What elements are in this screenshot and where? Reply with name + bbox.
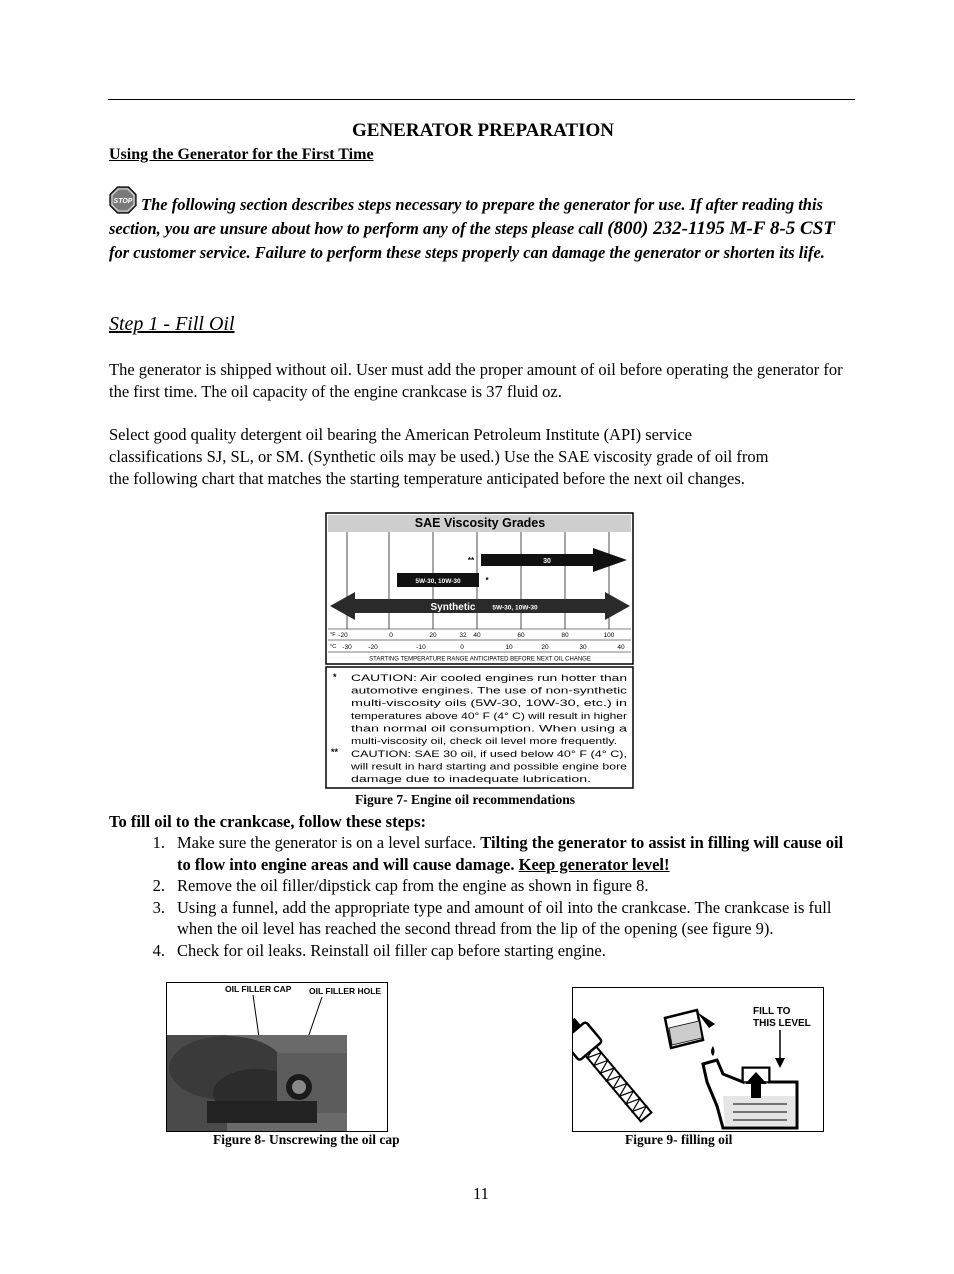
temperature-tick-label: 20	[429, 632, 437, 639]
temperature-tick-label: 0	[460, 644, 464, 651]
step-heading: Step 1 - Fill Oil	[109, 313, 235, 335]
warning-phone: (800) 232-1195 M-F 8-5 CST	[607, 218, 835, 239]
warning-text-1: The following section describes steps necessary to prepare the generator for use. If after reading this section, you are unsure about how to perform any of the steps please call	[109, 195, 823, 238]
list-item	[109, 832, 854, 875]
temperature-tick-label: 0	[389, 632, 393, 639]
caution-line: temperatures above 40° F (4° C) will result in higher	[351, 710, 628, 722]
list-text: Remove the oil filler/dipstick cap from the engine as shown in figure 8.	[177, 876, 649, 895]
caution-line: multi-viscosity oils (5W-30, 10W-30, etc.) in	[351, 698, 627, 710]
arrow-synthetic-grades: 5W-30, 10W-30	[492, 604, 538, 612]
list-item	[109, 875, 854, 897]
stop-warning	[109, 186, 844, 265]
list-number: 1.	[152, 833, 165, 852]
figure8-photo	[166, 982, 388, 1132]
page-number: 11	[473, 1184, 489, 1203]
caution-line: than normal oil consumption. When using a	[351, 723, 628, 735]
list-text-emphasis: Keep generator level!	[518, 854, 670, 874]
oil-can-icon	[665, 1010, 715, 1056]
oil-cap-photo	[167, 983, 387, 1131]
crankcase-icon	[703, 1060, 797, 1128]
fill-level-label-1: FILL TO	[753, 1006, 791, 1017]
arrow-multiviscosity-label: 5W-30, 10W-30	[415, 578, 461, 585]
figure9-caption: Figure 9- filling oil	[625, 1132, 733, 1147]
temperature-tick-label: 40	[473, 632, 481, 639]
temperature-tick-label: 60	[517, 632, 525, 639]
stop-sign-icon	[109, 186, 137, 214]
stop-sign-label: STOP	[113, 197, 133, 205]
celsius-label: °C	[330, 644, 337, 650]
dipstick-icon	[573, 1014, 658, 1127]
caution-line: CAUTION: SAE 30 oil, if used below 40° F (4° C),	[351, 749, 627, 760]
caution2-mark: **	[331, 747, 339, 757]
viscosity-chart	[325, 512, 635, 790]
temperature-tick-label: -20	[368, 644, 378, 651]
list-text-plain: Make sure the generator is on a level surface.	[177, 833, 481, 852]
page-title: GENERATOR PREPARATION	[352, 120, 614, 141]
temperature-tick-label: 20	[541, 644, 549, 651]
paragraph-oil-selection: Select good quality detergent oil bearing the American Petroleum Institute (API) service classifications SJ, SL, or SM. (Synthetic oils may be used.) Use the SAE viscosity grade of oil from the following chart that matches the starting temperature anticipated before the next oil changes.	[109, 425, 769, 488]
chart-title: SAE Viscosity Grades	[414, 516, 546, 530]
figure9-illustration	[572, 987, 824, 1132]
list-text-bold: Tilting the generator to assist in filling will cause oil to flow into engine areas and will cause damage.	[177, 833, 844, 874]
list-item	[109, 940, 854, 962]
temperature-tick-label: 80	[561, 632, 569, 639]
header-rule	[108, 99, 855, 100]
list-text	[165, 832, 854, 875]
temperature-tick-label: -30	[342, 644, 352, 651]
fill-level-label-2: THIS LEVEL	[753, 1018, 811, 1029]
arrow-multiviscosity-mark: *	[485, 576, 489, 585]
caution-line: automotive engines. The use of non-synthetic	[351, 685, 628, 697]
caution2-text	[350, 749, 627, 785]
caution-line: CAUTION: Air cooled engines run hotter than	[351, 673, 627, 684]
label-oil-filler-hole: OIL FILLER HOLE	[309, 986, 382, 996]
warning-text-2: for customer service. Failure to perform these steps properly can damage the generator or shorten its life.	[109, 243, 825, 262]
temperature-tick-label: 10	[505, 644, 513, 651]
caution-line: will result in hard starting and possible engine bore	[349, 761, 627, 773]
caution-line: multi-viscosity oil, check oil level more frequently.	[351, 736, 617, 747]
list-text: Check for oil leaks. Reinstall oil filler cap before starting engine.	[177, 940, 606, 960]
temperature-tick-label: 40	[617, 644, 625, 651]
list-number: 4.	[152, 940, 165, 960]
arrow-synthetic-label: Synthetic	[430, 602, 476, 613]
range-caption: STARTING TEMPERATURE RANGE ANTICIPATED BEFORE NEXT OIL CHANGE	[369, 656, 591, 663]
section-subtitle: Using the Generator for the First Time	[109, 146, 374, 163]
caution-line: damage due to inadequate lubrication.	[351, 774, 591, 786]
fahrenheit-label: °F	[330, 632, 336, 638]
paragraph-oil-shipping: The generator is shipped without oil. User must add the proper amount of oil before operating the generator for the first time. The oil capacity of the engine crankcase is 37 fluid oz.	[109, 360, 843, 401]
filling-oil-illustration	[573, 988, 823, 1131]
temperature-tick-label: 100	[603, 632, 615, 639]
instructions-heading: To fill oil to the crankcase, follow these steps:	[109, 812, 426, 831]
arrow-sae30-label: 30	[543, 558, 551, 565]
temperature-tick-label: -10	[416, 644, 426, 651]
arrow-multiviscosity	[397, 573, 489, 587]
list-number: 3.	[152, 897, 165, 917]
instructions-list	[109, 832, 854, 961]
figure7-caption: Figure 7- Engine oil recommendations	[355, 792, 575, 807]
temperature-tick-label: -20	[338, 632, 348, 639]
list-item	[109, 897, 854, 940]
list-number: 2.	[152, 876, 165, 895]
temperature-tick-label: 32	[459, 632, 467, 639]
arrow-sae30-mark: **	[467, 556, 475, 565]
list-text: Using a funnel, add the appropriate type and amount of oil into the crankcase. The crankcase is full when the oil level has reached the second thread from the lip of the opening (see figure 9).	[177, 897, 832, 938]
caution1-mark: *	[333, 672, 337, 682]
temperature-tick-label: 30	[579, 644, 587, 651]
figure8-caption: Figure 8- Unscrewing the oil cap	[213, 1132, 400, 1147]
label-oil-filler-cap: OIL FILLER CAP	[225, 984, 292, 994]
